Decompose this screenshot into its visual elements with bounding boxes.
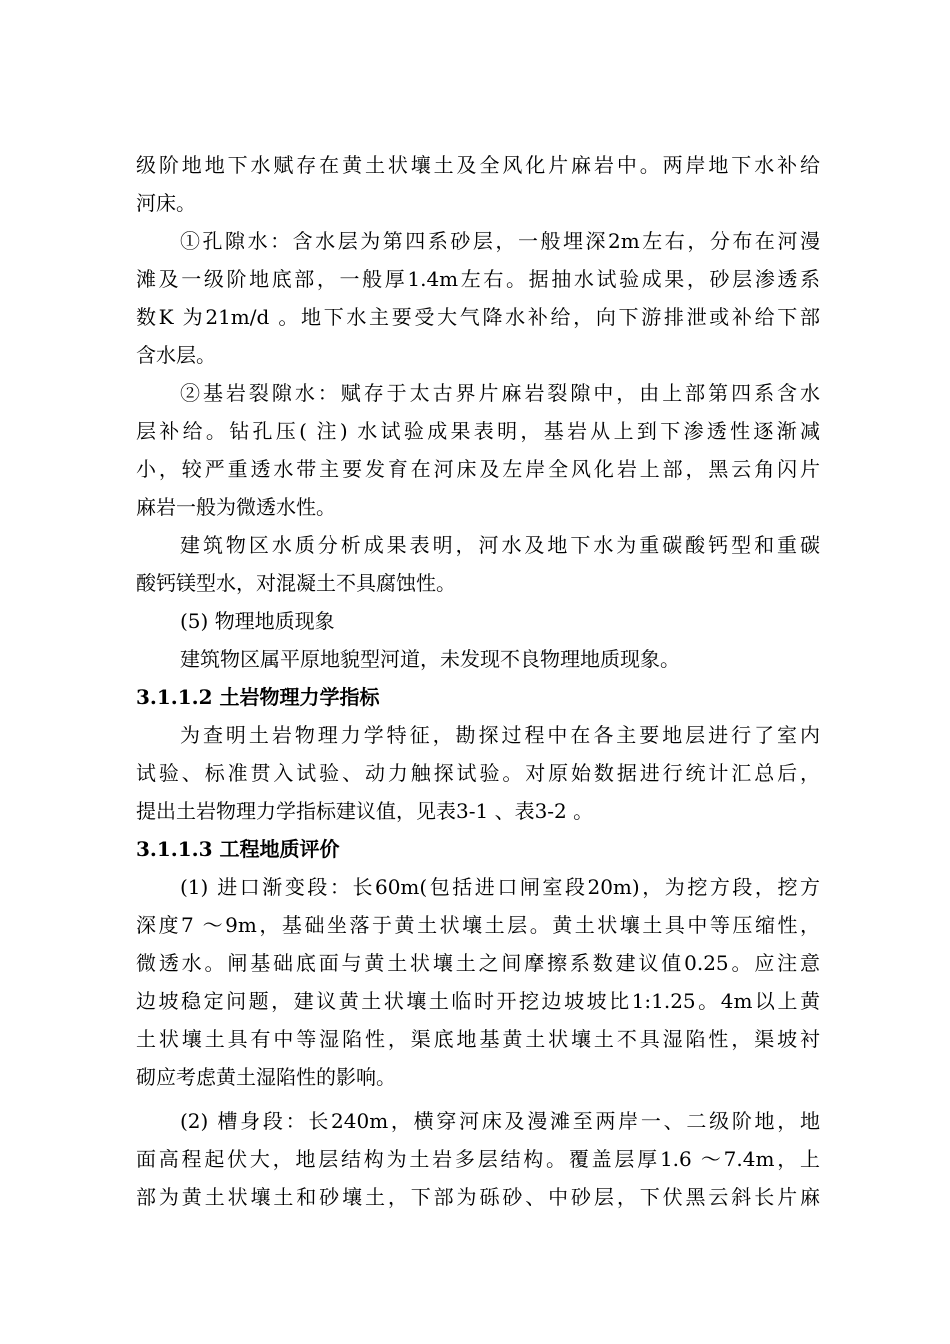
text-line: 小，较严重透水带主要发育在河床及左岸全风化岩上部，黑云角闪片	[136, 457, 820, 481]
text-line: 边坡稳定问题，建议黄土状壤土临时开挖边坡坡比1:1.25。4m以上黄	[136, 989, 820, 1013]
paragraph-pore-water	[136, 222, 820, 374]
text-line: 提出土岩物理力学指标建议值，见表3-1 、表3-2 。	[136, 799, 594, 823]
paragraph-trough-section	[136, 1102, 820, 1216]
text-line: 面高程起伏大，地层结构为土岩多层结构。覆盖层厚1.6 ～7.4m，上	[136, 1147, 820, 1171]
paragraph-physical-geology-title	[136, 602, 820, 640]
text-line: 砌应考虑黄土湿陷性的影响。	[136, 1065, 396, 1089]
section-heading: 3.1.1.2 土岩物理力学指标	[136, 685, 380, 709]
paragraph-mechanics-indices	[136, 716, 820, 830]
text-line: 微透水。闸基础底面与黄土状壤土之间摩擦系数建议值0.25。应注意	[136, 951, 820, 975]
text-line: 深度7 ～9m，基础坐落于黄土状壤土层。黄土状壤土具中等压缩性，	[136, 913, 820, 937]
text-line: 级阶地地下水赋存在黄土状壤土及全风化片麻岩中。两岸地下水补给	[136, 153, 820, 177]
section-heading-3-1-1-3	[136, 830, 820, 868]
text-line: 含水层。	[136, 343, 216, 367]
text-line: 建筑物区水质分析成果表明，河水及地下水为重碳酸钙型和重碳	[180, 533, 820, 557]
text-line: 土状壤土具有中等湿陷性，渠底地基黄土状壤土不具湿陷性，渠坡衬	[136, 1027, 820, 1051]
text-line: (5) 物理地质现象	[180, 609, 335, 633]
text-line: 部为黄土状壤土和砂壤土，下部为砾砂、中砂层，下伏黑云斜长片麻	[136, 1185, 820, 1209]
paragraph-physical-geology	[136, 640, 820, 678]
text-line: (1) 进口渐变段：长60m(包括进口闸室段20m)，为挖方段，挖方	[180, 875, 820, 899]
text-line: 建筑物区属平原地貌型河道，未发现不良物理地质现象。	[180, 647, 680, 671]
text-line: 为查明土岩物理力学特征，勘探过程中在各主要地层进行了室内	[180, 723, 820, 747]
document-body	[136, 146, 820, 1216]
paragraph-groundwater-intro	[136, 146, 820, 222]
paragraph-water-quality	[136, 526, 820, 602]
text-line: ②基岩裂隙水：赋存于太古界片麻岩裂隙中，由上部第四系含水	[180, 381, 820, 405]
paragraph-bedrock-fissure-water	[136, 374, 820, 526]
text-line: 数K 为21m/d 。地下水主要受大气降水补给，向下游排泄或补给下部	[136, 305, 820, 329]
text-line: 滩及一级阶地底部，一般厚1.4m左右。据抽水试验成果，砂层渗透系	[136, 267, 820, 291]
text-line: 层补给。钻孔压( 注) 水试验成果表明，基岩从上到下渗透性逐渐减	[136, 419, 820, 443]
text-line: (2) 槽身段：长240m，横穿河床及漫滩至两岸一、二级阶地，地	[180, 1109, 820, 1133]
text-line: 麻岩一般为微透水性。	[136, 495, 336, 519]
text-line: 试验、标准贯入试验、动力触探试验。对原始数据进行统计汇总后，	[136, 761, 820, 785]
text-line: ①孔隙水：含水层为第四系砂层，一般埋深2m左右，分布在河漫	[180, 229, 820, 253]
text-line: 酸钙镁型水，对混凝土不具腐蚀性。	[136, 571, 456, 595]
section-heading-3-1-1-2	[136, 678, 820, 716]
paragraph-inlet-transition	[136, 868, 820, 1096]
section-heading: 3.1.1.3 工程地质评价	[136, 837, 340, 861]
text-line: 河床。	[136, 191, 196, 215]
